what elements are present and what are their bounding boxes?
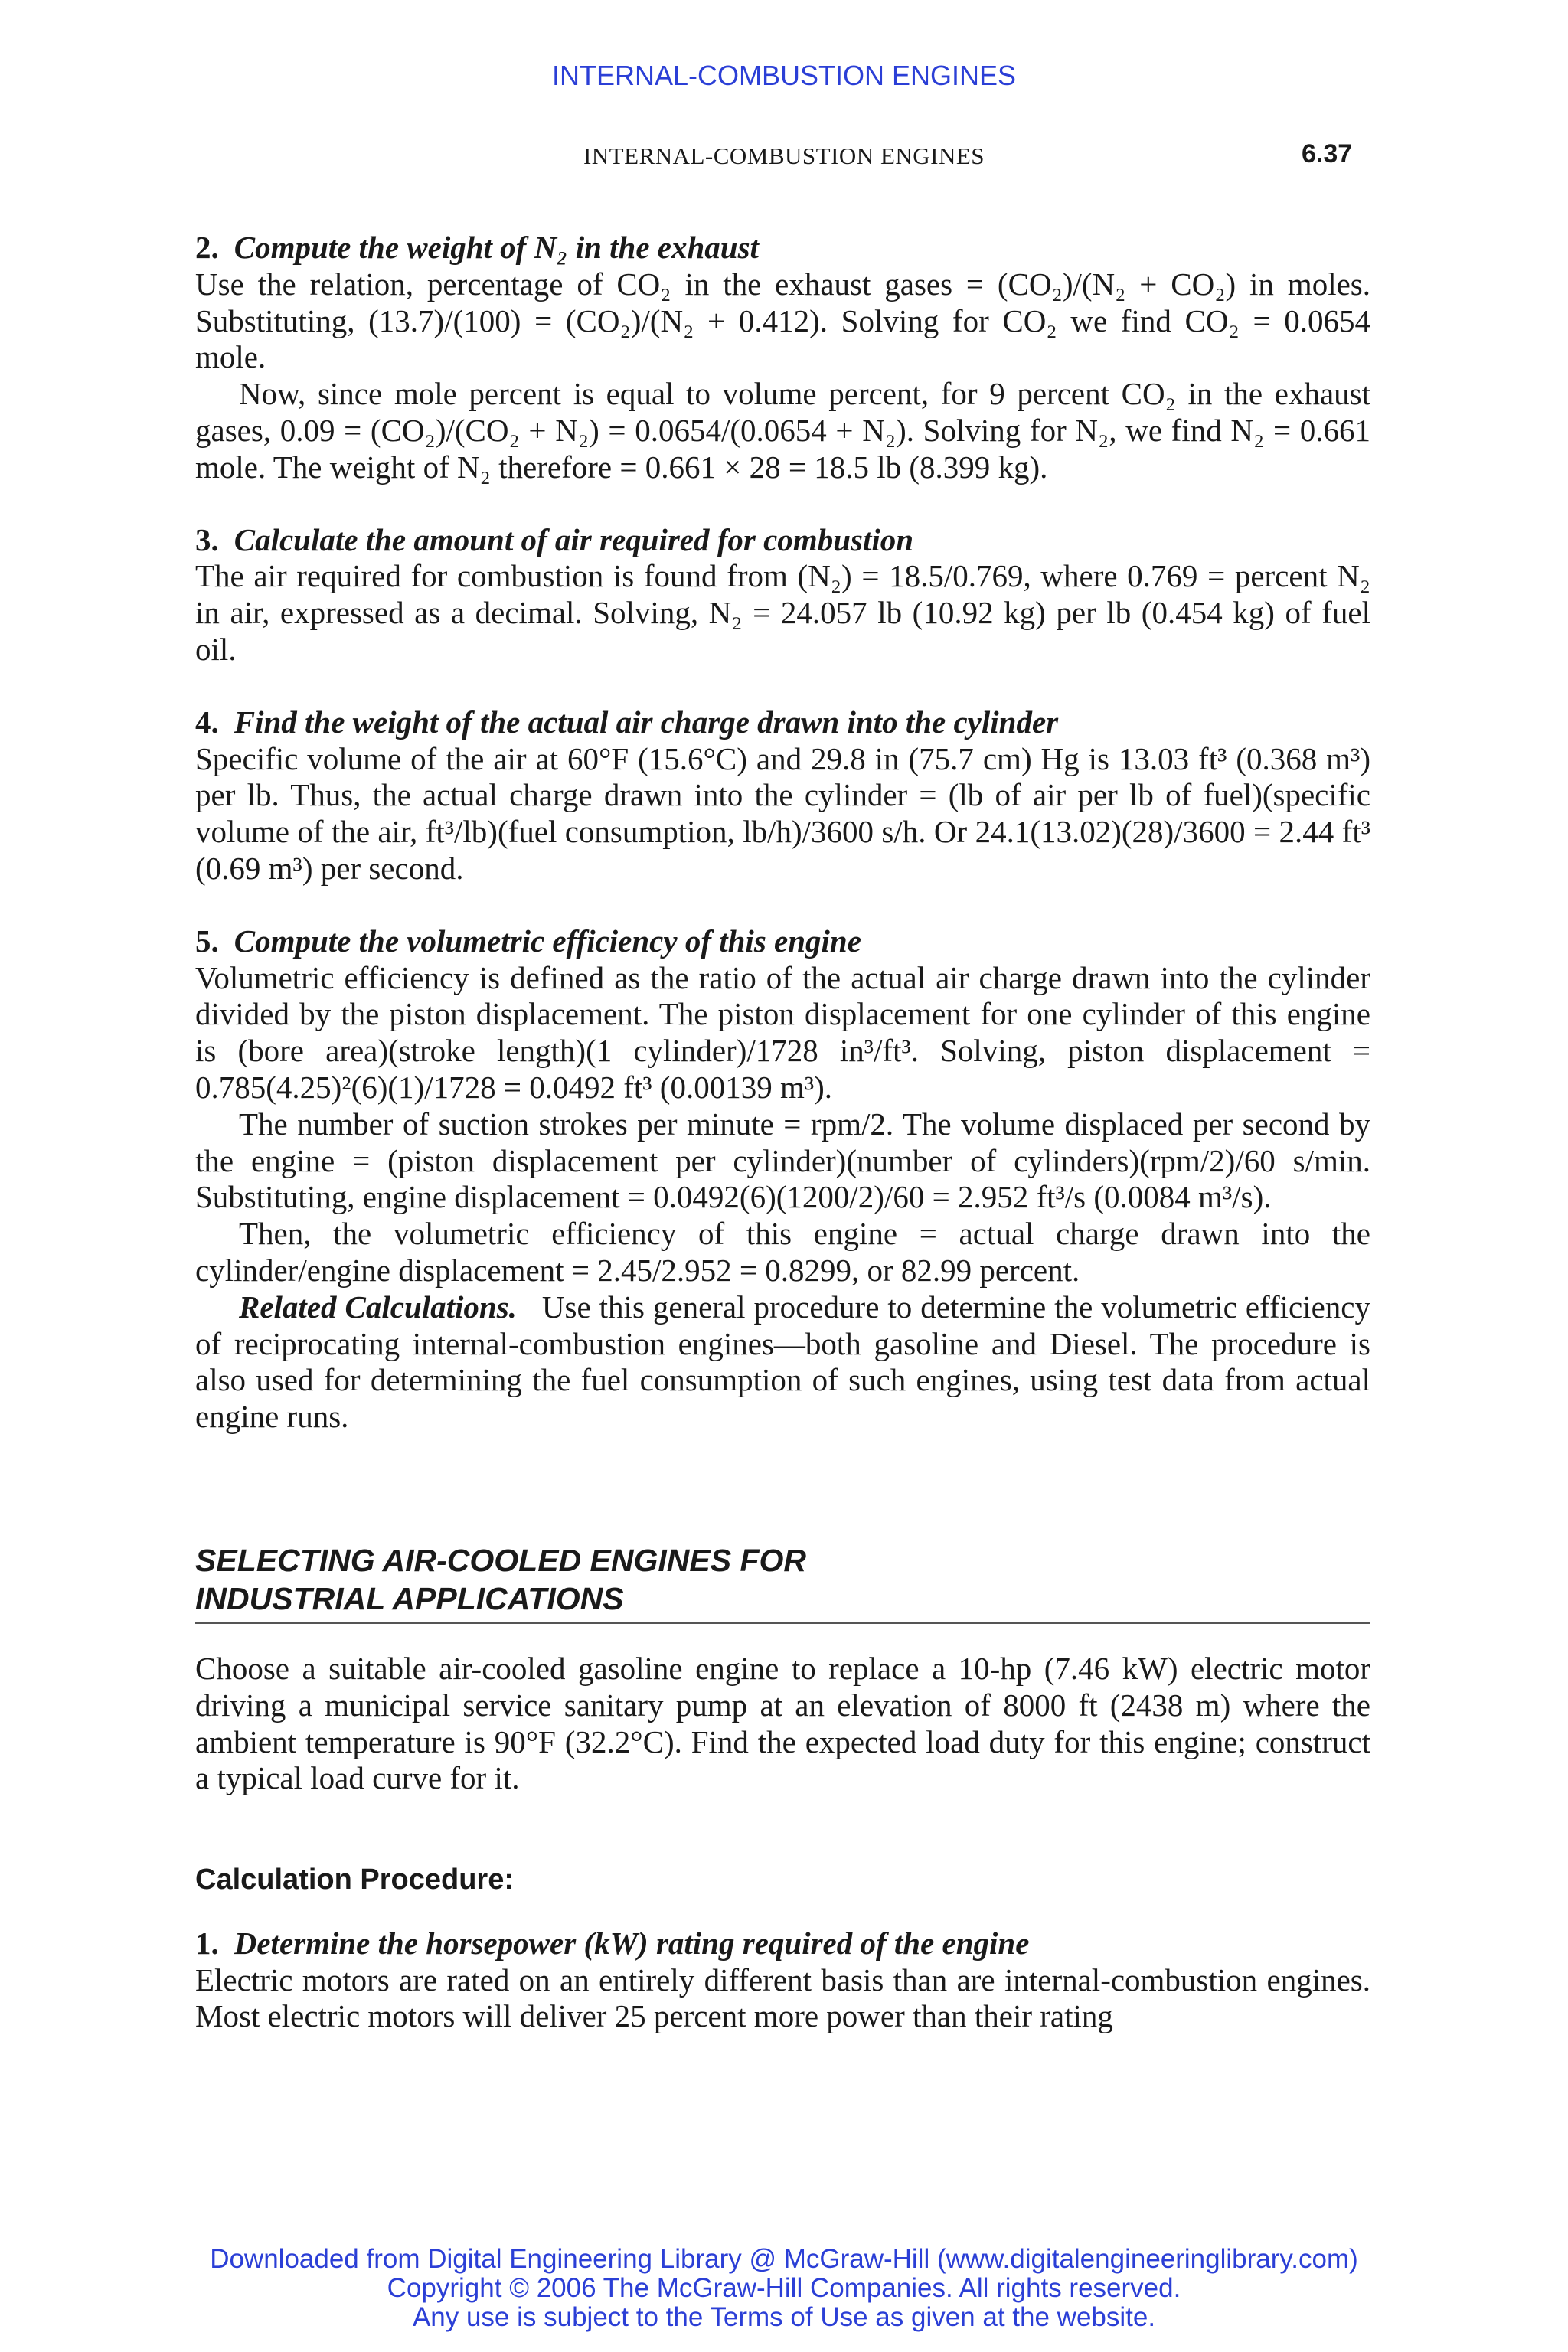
step-number: 5. bbox=[195, 923, 219, 959]
footer-download-link[interactable]: Downloaded from Digital Engineering Library @ McGraw-Hill (www.digitalengineeringlibrary.com) bbox=[210, 2244, 1358, 2274]
step-title: Calculate the amount of air required for combustion bbox=[234, 521, 914, 557]
step-title: Find the weight of the actual air charge drawn into the cylinder bbox=[234, 704, 1059, 740]
step-4-paragraph-1: Specific volume of the air at 60°F (15.6°C) and 29.8 in (75.7 cm) Hg is 13.03 ft³ (0.368 m³) per lb. Thus, the actual charge drawn into the cylinder = (lb of air per lb of fuel)(specific volume of the air, ft³/lb)(fuel consumption, lb/h)/3600 s/h. Or 24.1(13.02)(28)/3600 = 2.44 ft³ (0.69 m³) per second. bbox=[195, 740, 1370, 886]
step-4-heading bbox=[195, 704, 1370, 741]
step-5-paragraph-1: Volumetric efficiency is defined as the ratio of the actual air charge drawn into the cylinder divided by the piston displacement. The piston displacement for one cylinder of this engine is (bore area)(stroke length)(1 cylinder)/1728 in³/ft³. Solving, piston displacement = 0.785(4.25)²(6)(1)/1728 = 0.0492 ft³ (0.00139 m³). bbox=[195, 959, 1370, 1105]
step-number: 2. bbox=[195, 230, 219, 265]
step-5-paragraph-2: The number of suction strokes per minute = rpm/2. The volume displaced per second by the engine = (piston displacement per cylinder)(number of cylinders)(rpm/2)/60 s/min. Substituting, engine displacement = 0.0492(6)(1200/2)/60 = 2.952 ft³/s (0.0084 m³/s). bbox=[195, 1106, 1370, 1215]
running-head: INTERNAL-COMBUSTION ENGINES bbox=[583, 142, 985, 169]
step-number: 3. bbox=[195, 521, 219, 557]
step-3-paragraph-1: The air required for combustion is found from (N₂) = 18.5/0.769, where 0.769 = percent N₂ in air, expressed as a decimal. Solving, N₂ = 24.057 lb (10.92 kg) per lb (0.454 kg) of fuel oil. bbox=[195, 558, 1370, 667]
related-calculations-text: Use this general procedure to determine the volumetric efficiency of reciprocating internal-combustion engines—both gasoline and Diesel. The procedure is also used for determining the fuel consumption of such engines, using test data from actual engine runs. bbox=[195, 1289, 1370, 1435]
related-calculations-paragraph bbox=[195, 1289, 1370, 1436]
new-step-1-paragraph: Electric motors are rated on an entirely different basis than are internal-combustion engines. Most electric motors will deliver 25 percent more power than their rating bbox=[195, 1962, 1370, 2034]
step-title: Compute the weight of N₂ in the exhaust bbox=[234, 230, 759, 265]
step-2-paragraph-2: Now, since mole percent is equal to volume percent, for 9 percent CO₂ in the exhaust gases, 0.09 = (CO₂)/(CO₂ + N₂) = 0.0654/(0.0654 + N₂). Solving for N₂, we find N₂ = 0.661 mole. The weight of N₂ therefore = 0.661 × 28 = 18.5 lb (8.399 kg). bbox=[195, 376, 1370, 485]
footer-terms-link[interactable]: Any use is subject to the Terms of Use as given at the website. bbox=[412, 2302, 1156, 2332]
calculation-procedure-heading: Calculation Procedure: bbox=[195, 1864, 514, 1896]
section-title-line-2: INDUSTRIAL APPLICATIONS bbox=[195, 1580, 624, 1616]
step-5-heading bbox=[195, 923, 1370, 960]
section-intro-paragraph: Choose a suitable air-cooled gasoline engine to replace a 10-hp (7.46 kW) electric motor driving a municipal service sanitary pump at an elevation of 8000 ft (2438 m) where the ambient temperature is 90°F (32.2°C). Find the expected load duty for this engine; construct a typical load curve for it. bbox=[195, 1650, 1370, 1796]
page-number: 6.37 bbox=[1302, 139, 1353, 168]
page-body bbox=[195, 230, 1370, 2035]
related-calculations-label: Related Calculations. bbox=[239, 1289, 517, 1325]
step-2-heading bbox=[195, 230, 1370, 266]
step-title: Determine the horsepower (kW) rating required of the engine bbox=[234, 1925, 1030, 1961]
step-2-paragraph-1: Use the relation, percentage of CO₂ in the exhaust gases = (CO₂)/(N₂ + CO₂) in moles. Substituting, (13.7)/(100) = (CO₂)/(N₂ + 0.412). Solving for CO₂ we find CO₂ = 0.0654 mole. bbox=[195, 266, 1370, 375]
step-3-heading bbox=[195, 522, 1370, 559]
step-number: 4. bbox=[195, 704, 219, 740]
step-title: Compute the volumetric efficiency of this engine bbox=[234, 923, 861, 959]
step-number: 1. bbox=[195, 1925, 219, 1961]
footer-copyright: Copyright © 2006 The McGraw-Hill Companies. All rights reserved. bbox=[387, 2273, 1181, 2303]
copyright-footer bbox=[0, 2245, 1568, 2332]
section-title-line-1: SELECTING AIR-COOLED ENGINES FOR bbox=[195, 1542, 807, 1578]
chapter-link[interactable]: INTERNAL-COMBUSTION ENGINES bbox=[551, 60, 1017, 91]
new-step-1-heading bbox=[195, 1926, 1370, 1962]
section-title bbox=[195, 1541, 1370, 1624]
step-5-paragraph-3: Then, the volumetric efficiency of this engine = actual charge drawn into the cylinder/engine displacement = 2.45/2.952 = 0.8299, or 82.99 percent. bbox=[195, 1216, 1370, 1288]
